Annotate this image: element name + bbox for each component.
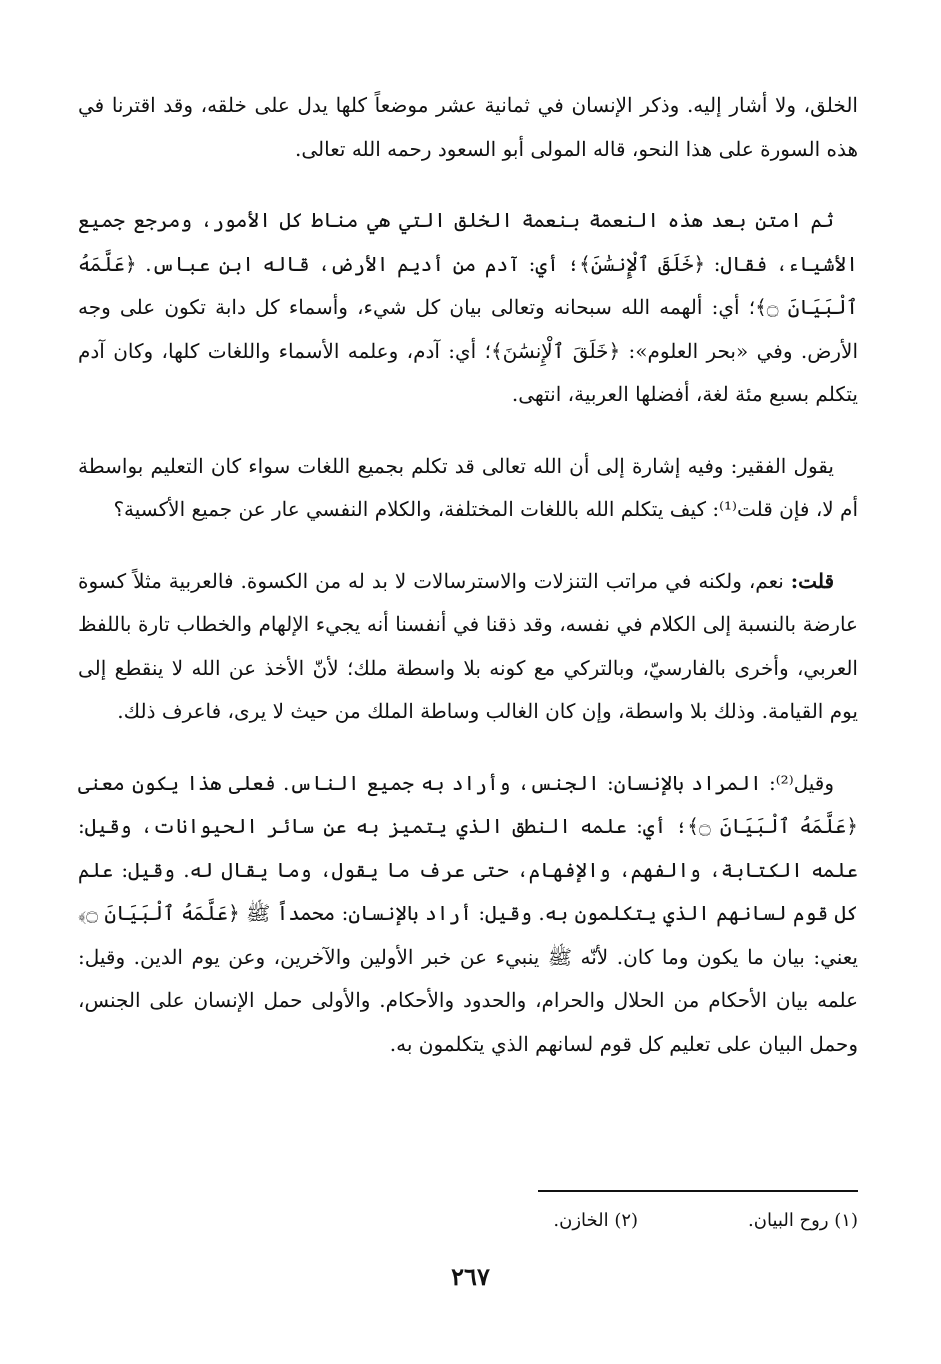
- paragraph-1-text: الخلق، ولا أشار إليه. وذكر الإنسان في ثمانية عشر موضعاً كلها يدل على خلقه، وقد اقترنا في هذه السورة على هذا النحو، قاله المولى أبو السعود رحمه الله تعالى.: [78, 93, 858, 161]
- paragraph-2: [78, 199, 858, 417]
- footnote-2: (٢) الخازن.: [553, 1210, 639, 1231]
- paragraph-4-lead: قلت:: [790, 568, 834, 593]
- paragraph-1: [78, 84, 858, 171]
- paragraph-5-text: وقيل⁽²⁾: المراد بالإنسان: الجنس، وأراد به جميع الناس. فعلى هذا يكون معنى ﴿عَلَّمَهُ ٱلْبَيَانَ ۝﴾؛ أي: علمه النطق الذي يتميز به عن سائر الحيوانات، وقيل: علمه الكتابة، والفهم، والإفهام، حتى عرف ما يقول، وما يقال له. وقيل: علم كل قوم لسانهم الذي يتكلمون به. وقيل: أراد بالإنسان: محمداً ﷺ ﴿عَلَّمَهُ ٱلْبَيَانَ ۝﴾ يعني: بيان ما يكون وما كان. لأنّه ﷺ ينبيء عن خبر الأولين والآخرين، وعن يوم الدين. وقيل: علمه بيان الأحكام من الحلال والحرام، والحدود والأحكام. والأولى حمل الإنسان على الجنس، وحمل البيان على تعليم كل قوم لسانهم الذي يتكلمون به.: [78, 770, 858, 1056]
- page-number: ٢٦٧: [451, 1262, 490, 1291]
- paragraph-2-text: ثم امتن بعد هذه النعمة بنعمة الخلق التي هي مناط كل الأمور، ومرجع جميع الأشياء، فقال: ﴿خَلَقَ ٱلْإِنسَٰنَ﴾؛ أي: آدم من أديم الأرض، قاله ابن عباس. ﴿عَلَّمَهُ ٱلْبَيَانَ ۝﴾؛ أي: ألهمه الله سبحانه وتعالى بيان كل شيء، وأسماء كل دابة تكون على وجه الأرض. وفي «بحر العلوم»: ﴿خَلَقَ ٱلْإِنسَٰنَ﴾؛ أي: آدم، وعلمه الأسماء واللغات كلها، وكان آدم يتكلم بسبع مئة لغة، أفضلها العربية، انتهى.: [78, 208, 859, 406]
- paragraph-4-text: نعم، ولكنه في مراتب التنزلات والاسترسالات لا بد له من الكسوة. فالعربية مثلاً كسوة عارضة بالنسبة إلى الكلام في نفسه، وقد ذقنا في أنفسنا أنه يجيء الإلهام والخطاب تارة باللفظ العربي، وأخرى بالفارسيّ، وبالتركي مع كونه بلا واسطة ملك؛ لأنّ الأخذ عن الله لا ينقطع إلى يوم القيامة. وذلك بلا واسطة، وإن كان الغالب وساطة الملك من حيث لا يرى، فاعرف ذلك.: [78, 568, 858, 723]
- footnotes: [258, 1207, 858, 1235]
- paragraph-5: [78, 762, 858, 1067]
- footnote-divider: [538, 1190, 858, 1192]
- paragraph-3: [78, 445, 858, 532]
- footnote-1: (١) روح البيان.: [748, 1210, 858, 1231]
- paragraph-4: [78, 560, 858, 734]
- page-body: [78, 84, 858, 1094]
- paragraph-3-text: يقول الفقير: وفيه إشارة إلى أن الله تعالى قد تكلم بجميع اللغات سواء كان التعليم بواسطة أم لا، فإن قلت⁽¹⁾: كيف يتكلم الله باللغات المختلفة، والكلام النفسي عار عن جميع الأكسية؟: [78, 453, 858, 521]
